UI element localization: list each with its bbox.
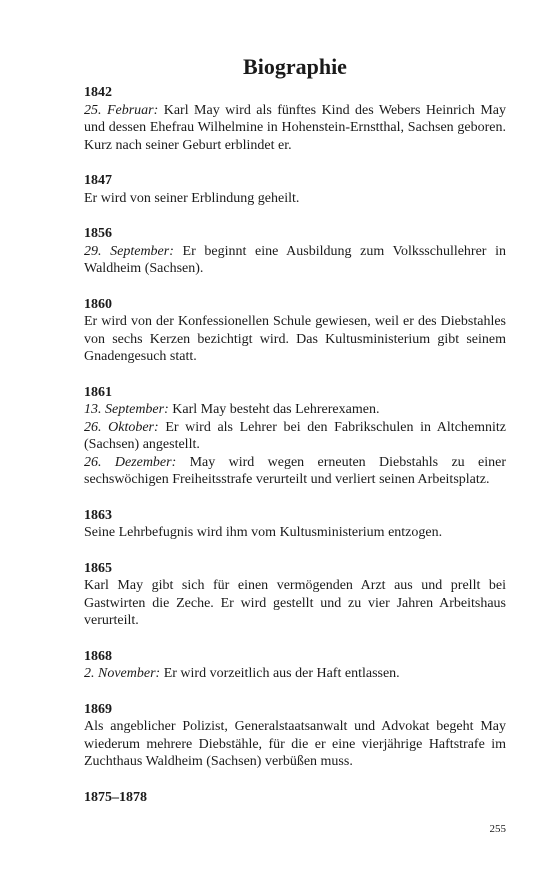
page-title: Biographie: [243, 54, 347, 79]
entry-line: [84, 524, 506, 542]
entry-line: [84, 718, 506, 771]
entry-date: 29. September:: [84, 243, 174, 259]
entry-line: [84, 243, 506, 278]
entry-date: 25. Februar:: [84, 102, 159, 118]
entry-year: 1860: [84, 296, 112, 312]
timeline-entry-1842: [84, 84, 506, 154]
entry-date: 2. November:: [84, 666, 161, 681]
timeline-entry-1868: [84, 648, 506, 683]
entry-line: [84, 577, 506, 630]
biography-page: [84, 52, 506, 824]
entry-year: 1847: [84, 173, 112, 188]
entry-line: [84, 313, 506, 366]
timeline-entry-1861: [84, 384, 506, 489]
entry-line: [84, 102, 506, 155]
timeline-entry-1863: [84, 507, 506, 542]
entry-line: [84, 190, 506, 208]
entry-text: Er beginnt eine Ausbildung zum Volksschullehrer in Waldheim (Sachsen).: [84, 243, 506, 276]
entry-text: Karl May gibt sich für einen vermögenden Arzt aus und prellt bei Gastwirten die Zeche. Er wird gestellt und zu vier Jahren Arbeitshaus verurteilt.: [84, 578, 506, 628]
entry-date: 26. Oktober:: [84, 419, 159, 435]
entry-year: 1863: [84, 507, 112, 523]
timeline-entry-1847: [84, 172, 506, 207]
entry-year: 1856: [84, 226, 112, 241]
entry-line: [84, 401, 506, 419]
entry-text: May wird wegen erneuten Diebstahls zu einer sechswöchigen Freiheitsstrafe verurteilt und verliert seinen Arbeitsplatz.: [84, 454, 507, 487]
entry-line: [84, 665, 506, 683]
timeline-entry-1860: [84, 296, 506, 366]
entry-year: 1842: [84, 85, 112, 100]
entry-text: Seine Lehrbefugnis wird ihm vom Kultusministerium entzogen.: [84, 525, 443, 540]
entry-year: 1868: [84, 648, 112, 664]
entry-year: 1861: [84, 384, 112, 400]
entry-date: 13. September:: [84, 402, 169, 417]
entry-date: 26. Dezember:: [84, 454, 177, 470]
entry-text: Als angeblicher Polizist, Generalstaatsanwalt und Advokat begeht May wiederum mehrere Diebstähle, für die er eine vierjährige Haftstrafe im Zuchthaus Waldheim (Sachsen) verbüßen muss.: [84, 719, 506, 769]
entry-year: 1865: [84, 560, 112, 576]
entry-text: Er wird von seiner Erblindung geheilt.: [84, 190, 300, 206]
page-number: 255: [489, 823, 506, 835]
entry-year: 1869: [84, 701, 112, 717]
entry-line: [84, 419, 506, 454]
entry-text: Er wird als Lehrer bei den Fabrikschulen in Altchemnitz (Sachsen) angestellt.: [84, 419, 507, 452]
entry-text: Karl May wird als fünftes Kind des Webers Heinrich May und dessen Ehefrau Wilhelmine in Hohenstein-Ernstthal, Sachsen geboren. Kurz nach seiner Geburt erblindet er.: [84, 102, 507, 153]
entry-line: [84, 454, 506, 489]
timeline-entry-1865: [84, 560, 506, 630]
entry-year: 1875–1878: [84, 789, 147, 805]
timeline-entry-1875-1878: [84, 789, 506, 807]
entry-text: Karl May besteht das Lehrerexamen.: [172, 402, 380, 417]
timeline-entry-1856: [84, 225, 506, 278]
entry-text: Er wird vorzeitlich aus der Haft entlassen.: [163, 666, 400, 681]
entry-text: Er wird von der Konfessionellen Schule gewiesen, weil er des Diebstahles von sechs Kerzen bezichtigt wird. Das Kultusministerium gibt seinem Gnadengesuch statt.: [84, 314, 506, 364]
timeline-entry-1869: [84, 701, 506, 771]
